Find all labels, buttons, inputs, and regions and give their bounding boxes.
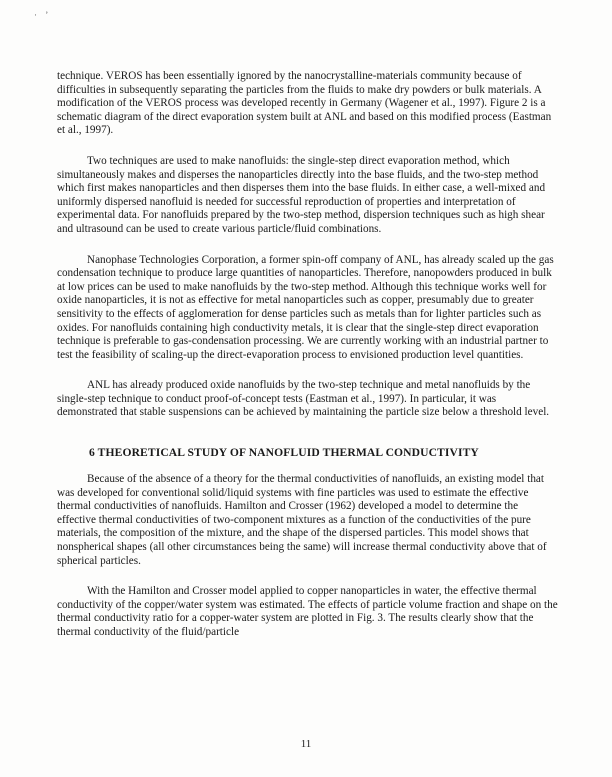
page-body [57, 70, 559, 640]
scan-specks: · ʼ [34, 10, 52, 20]
paragraph-hamilton-crosser: With the Hamilton and Crosser model applied to copper nanoparticles in water, the effective thermal conductivity of the copper/water system was estimated. The effects of particle volume fraction and shape on the thermal conductivity ratio for a copper-water system are plotted in Fig. 3. The results clearly show that the thermal conductivity of the fluid/particle [57, 585, 558, 638]
paragraph-two-techniques: Two techniques are used to make nanofluids: the single-step direct evaporation method, which simultaneously makes and disperses the nanoparticles directly into the base fluids, and the two-step method which first makes nanoparticles and then disperses them into the base fluids. In either case, a well-mixed and uniformly dispersed nanofluid is needed for successful reproduction of properties and interpretation of experimental data. For nanofluids prepared by the two-step method, dispersion techniques such as high shear and ultrasound can be used to create various particle/fluid combinations. [57, 154, 546, 235]
section-heading: 6 THEORETICAL STUDY OF NANOFLUID THERMAL CONDUCTIVITY [89, 446, 479, 460]
paragraph-absence-of-theory: Because of the absence of a theory for the thermal conductivities of nanofluids, an existing model that was developed for conventional solid/liquid systems with fine particles was used to estimate the effective thermal conductivities of nanofluids. Hamilton and Crosser (1962) developed a model to determine the effective thermal conductivities of two-component mixtures as a function of the conductivities of the pure materials, the composition of the mixture, and the shape of the dispersed particles. This model shows that nonspherical shapes (all other circumstances being the same) will increase thermal conductivity above that of spherical particles. [57, 473, 547, 567]
page-number: 11 [300, 738, 312, 750]
paragraph-veros: technique. VEROS has been essentially ignored by the nanocrystalline-materials community because of difficulties in subsequently separating the particles from the fluids to make dry powders or bulk materials. A modification of the VEROS process was developed recently in Germany (Wagener et al., 1997). Figure 2 is a schematic diagram of the direct evaporation system built at ANL and based on this modified process (Eastman et al., 1997). [57, 70, 552, 137]
paragraph-nanophase: Nanophase Technologies Corporation, a former spin-off company of ANL, has already scaled up the gas condensation technique to produce large quantities of nanoparticles. Therefore, nanopowders produced in bulk at low prices can be used to make nanofluids by the two-step method. Although this technique works well for oxide nanoparticles, it is not as effective for metal nanoparticles such as copper, presumably due to greater sensitivity to the effects of agglomeration for dense particles such as metals than for lighter particles such as oxides. For nanofluids containing high conductivity metals, it is clear that the single-step direct evaporation technique is preferable to gas-condensation processing. We are currently working with an industrial partner to test the feasibility of scaling-up the direct-evaporation process to envisioned production level quantities. [57, 253, 554, 361]
paragraph-anl-produced: ANL has already produced oxide nanofluids by the two-step technique and metal nanofluids by the single-step technique to conduct proof-of-concept tests (Eastman et al., 1997). In particular, it was demonstrated that stable suspensions can be achieved by maintaining the particle size below a threshold level. [57, 379, 550, 419]
